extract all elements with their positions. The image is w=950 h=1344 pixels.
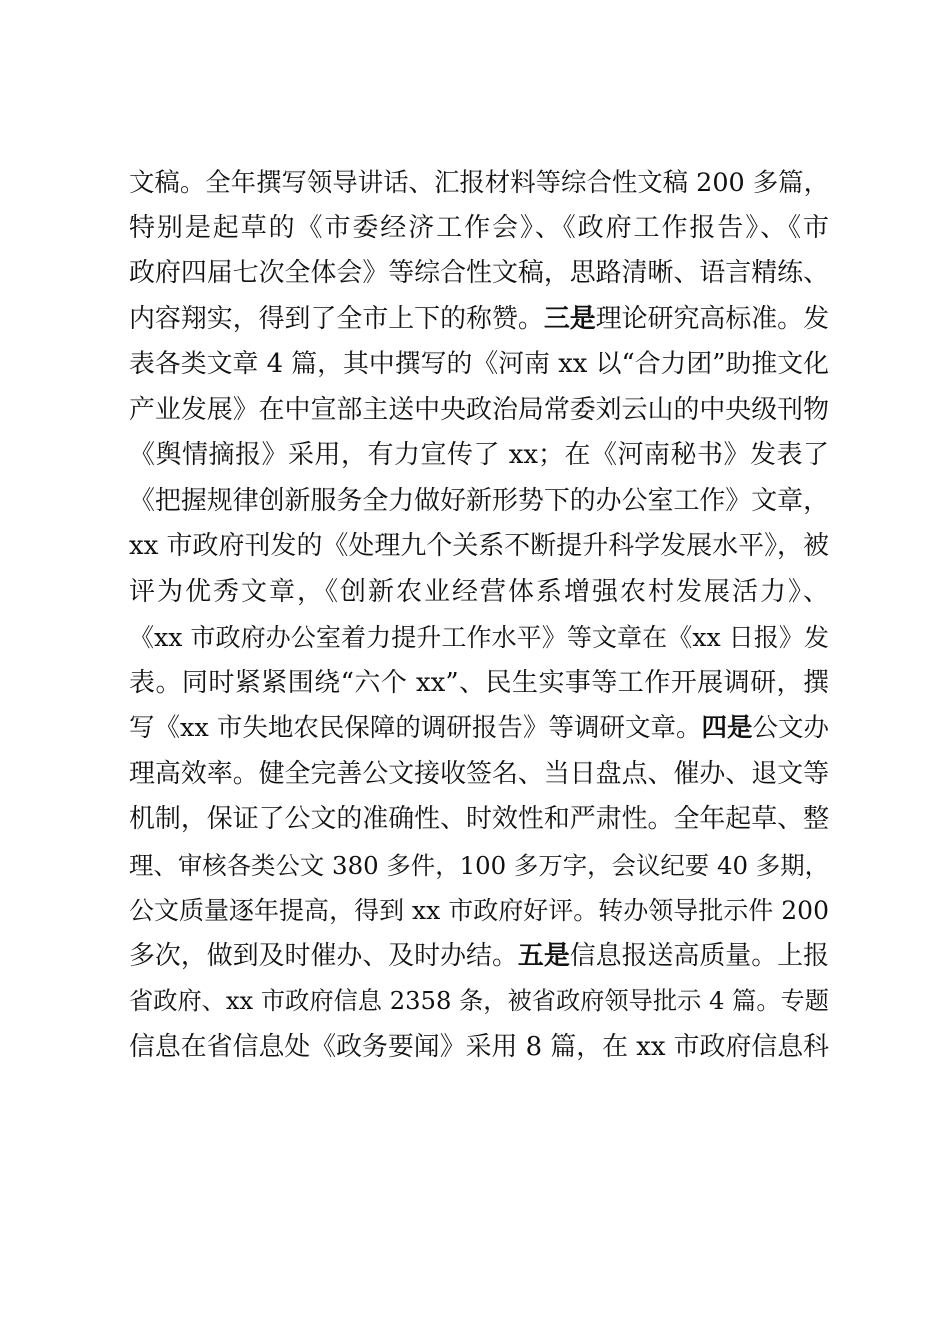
text-line — [129, 433, 829, 479]
line-text: 理、审核各类公文 380 多件，100 多万字，会议纪要 40 多期， — [129, 850, 829, 880]
text-line — [129, 388, 829, 434]
line-text: 特别是起草的《市委经济工作会》、《政府工作报告》、《市 — [129, 212, 829, 243]
line-text: xx 市政府刊发的《处理九个关系不断提升科学发展水平》，被 — [129, 531, 829, 561]
line-text: 产业发展》在中宣部主送中央政治局常委刘云山的中央级刊物 — [129, 394, 829, 425]
line-text: 机制，保证了公文的准确性、时效性和严肃性。全年起草、整 — [129, 804, 829, 834]
line-text: 公文质量逐年提高，得到 xx 市政府好评。转办领导批示件 200 — [129, 896, 829, 925]
line-text: 信息在省信息处《政务要闻》采用 8 篇，在 xx 市政府信息科 — [129, 1031, 829, 1062]
line-text: 评为优秀文章，《创新农业经营体系增强农村发展活力》、 — [129, 576, 829, 607]
line-text: 理论研究高标准。发 — [595, 303, 830, 334]
line-text: 写《xx 市失地农民保障的调研报告》等调研文章。 — [129, 713, 702, 743]
line-text: 文稿。全年撰写领导讲话、汇报材料等综合性文稿 200 多篇， — [129, 167, 829, 197]
text-line — [129, 661, 829, 707]
text-line — [129, 206, 829, 252]
text-line — [129, 706, 829, 752]
text-line — [129, 160, 829, 206]
line-text: 多次，做到及时催办、及时办结。 — [129, 940, 518, 971]
text-line — [129, 934, 829, 980]
line-text: 理高效率。健全完善公文接收签名、当日盘点、催办、退文等 — [129, 758, 829, 789]
text-line — [129, 979, 829, 1025]
emphasis-marker: 三是 — [543, 303, 596, 334]
text-line — [129, 797, 829, 843]
emphasis-marker: 四是 — [701, 713, 753, 743]
text-line — [129, 843, 829, 889]
line-text: 信息报送高质量。上报 — [569, 940, 830, 971]
line-text: 表各类文章 4 篇，其中撰写的《河南 xx 以“合力团”助推文化 — [129, 349, 829, 379]
text-line — [129, 1025, 829, 1071]
text-line — [129, 752, 829, 798]
text-line — [129, 342, 829, 388]
line-text: 政府四届七次全体会》等综合性文稿，思路清晰、语言精练、 — [129, 258, 829, 288]
text-line — [129, 570, 829, 616]
text-line — [129, 251, 829, 297]
text-line — [129, 479, 829, 525]
line-text: 《把握规律创新服务全力做好新形势下的办公室工作》文章， — [129, 485, 829, 516]
text-line — [129, 615, 829, 661]
line-text: 《舆情摘报》采用，有力宣传了 xx；在《河南秘书》发表了 — [129, 440, 829, 470]
line-text: 表。同时紧紧围绕“六个 xx”、民生实事等工作开展调研，撰 — [129, 667, 829, 698]
line-text: 内容翔实，得到了全市上下的称赞。 — [129, 303, 544, 334]
line-text: 《xx 市政府办公室着力提升工作水平》等文章在《xx 日报》发 — [129, 623, 829, 652]
text-line — [129, 297, 829, 343]
line-text: 公文办 — [752, 713, 829, 743]
emphasis-marker: 五是 — [517, 940, 570, 971]
text-line — [129, 524, 829, 570]
body-text — [129, 160, 829, 1070]
line-text: 省政府、xx 市政府信息 2358 条，被省政府领导批示 4 篇。专题 — [129, 987, 829, 1015]
text-line — [129, 888, 829, 934]
